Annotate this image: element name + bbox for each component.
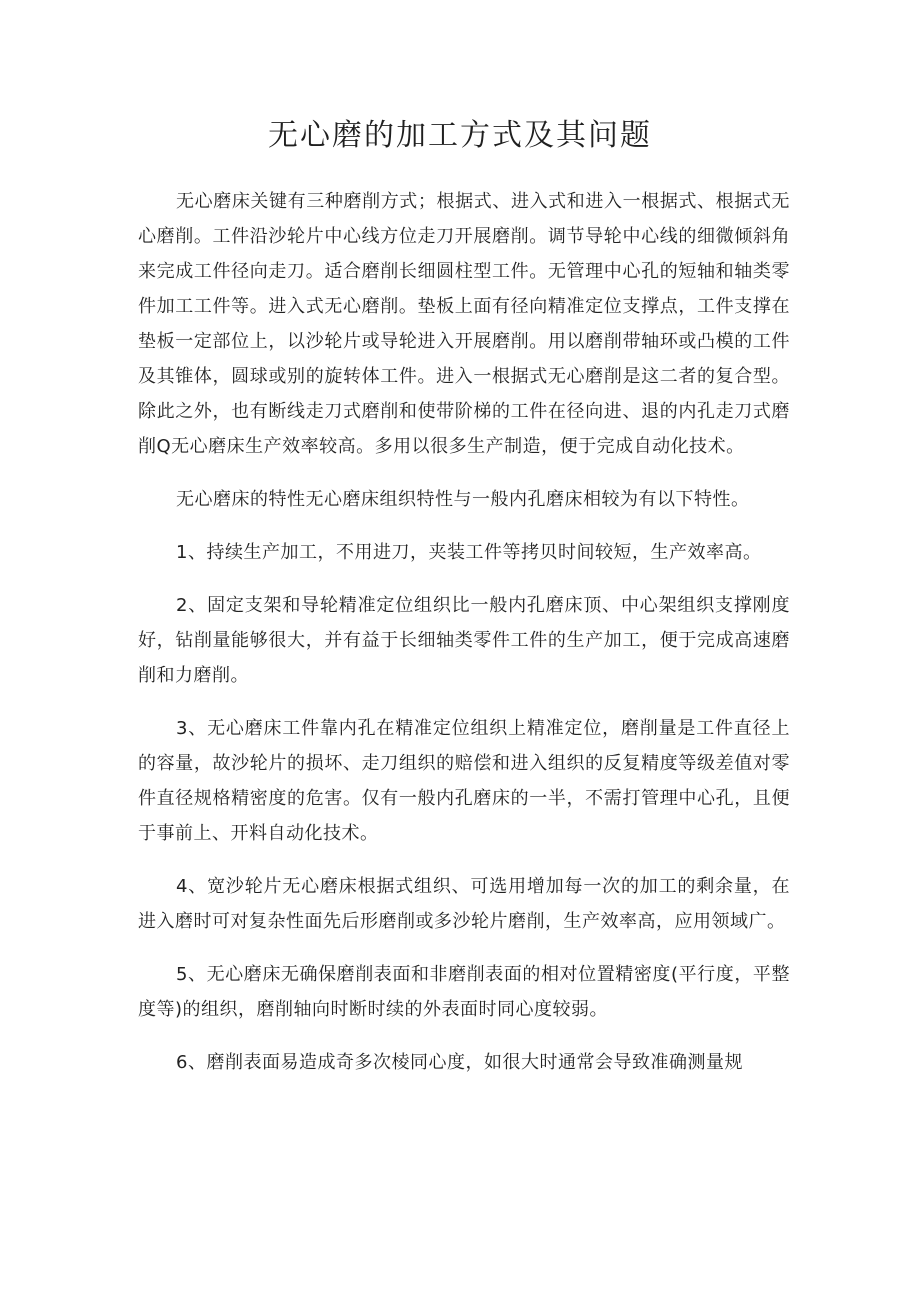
paragraph-grinding-methods: 无心磨床关键有三种磨削方式；根据式、进入式和进入一根据式、根据式无心磨削。工件沿沙轮片中心线方位走刀开展磨削。调节导轮中心线的细微倾斜角来完成工件径向走刀。适合磨削长细圆柱型工件。无管理中心孔的短轴和轴类零件加工工件等。进入式无心磨削。垫板上面有径向精准定位支撑点，工件支撑在垫板一定部位上，以沙轮片或导轮进入开展磨削。用以磨削带轴环或凸模的工件及其锥体，圆球或别的旋转体工件。进入一根据式无心磨削是这二者的复合型。除此之外，也有断线走刀式磨削和使带阶梯的工件在径向进、退的内孔走刀式磨削Q无心磨床生产效率较高。多用以很多生产制造，便于完成自动化技术。: [138, 191, 790, 457]
paragraph-item-6: 6、磨削表面易造成奇多次棱同心度，如很大时通常会导致准确测量规: [176, 1052, 743, 1073]
paragraph-characteristics-intro: 无心磨床的特性无心磨床组织特性与一般内孔磨床相较为有以下特性。: [176, 489, 750, 510]
paragraph-item-5: 5、无心磨床无确保磨削表面和非磨削表面的相对位置精密度(平行度，平整度等)的组织，磨削轴向时断时续的外表面时同心度较弱。: [138, 964, 790, 1020]
paragraph-item-4: 4、宽沙轮片无心磨床根据式组织、可选用增加每一次的加工的剩余量，在进入磨时可对复杂性面先后形磨削或多沙轮片磨削，生产效率高，应用领域广。: [138, 876, 790, 932]
paragraph-item-1: 1、持续生产加工，不用进刀，夹装工件等拷贝时间较短，生产效率高。: [176, 542, 762, 563]
paragraph-item-2: 2、固定支架和导轮精准定位组织比一般内孔磨床顶、中心架组织支撑刚度好，钻削量能够很大，并有益于长细轴类零件工件的生产加工，便于完成高速磨削和力磨削。: [138, 595, 790, 686]
paragraph-item-3: 3、无心磨床工件靠内孔在精准定位组织上精准定位，磨削量是工件直径上的容量，故沙轮片的损坏、走刀组织的赔偿和进入组织的反复精度等级差值对零件直径规格精密度的危害。仅有一般内孔磨床的一半，不需打管理中心孔，且便于事前上、开料自动化技术。: [138, 718, 790, 844]
page-title: 无心磨的加工方式及其问题: [268, 118, 652, 153]
article-body: [138, 184, 790, 1098]
